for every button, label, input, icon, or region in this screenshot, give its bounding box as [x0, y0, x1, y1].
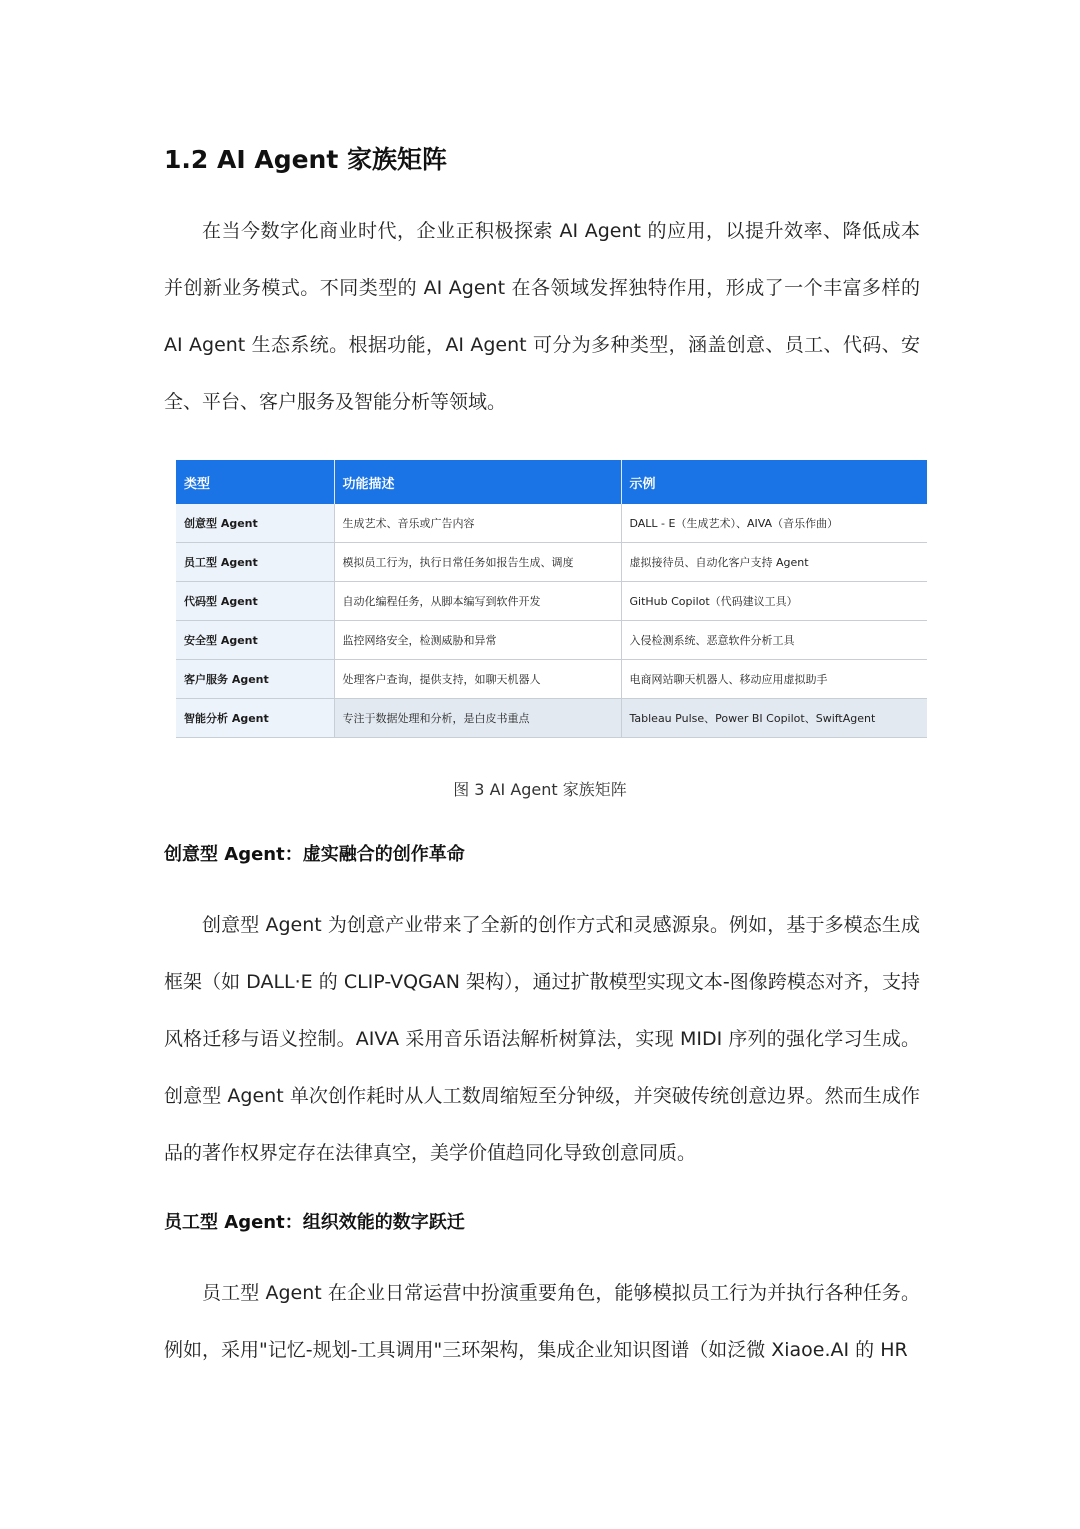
table-row: [176, 699, 927, 738]
column-header-type: 类型: [176, 460, 334, 504]
description-cell: 生成艺术、音乐或广告内容: [334, 504, 621, 543]
table-row: [176, 582, 927, 621]
column-header-description: 功能描述: [334, 460, 621, 504]
figure-caption: 图 3 AI Agent 家族矩阵: [453, 780, 627, 799]
employee-agent-heading: 员工型 Agent：组织效能的数字跃迁: [164, 1212, 465, 1233]
description-cell: 处理客户查询，提供支持，如聊天机器人: [334, 660, 621, 699]
description-cell: 自动化编程任务，从脚本编写到软件开发: [334, 582, 621, 621]
example-cell: 虚拟接待员、自动化客户支持 Agent: [621, 543, 927, 582]
table-row: [176, 621, 927, 660]
table-row: [176, 660, 927, 699]
column-header-example: 示例: [621, 460, 927, 504]
type-cell: 客户服务 Agent: [176, 660, 334, 699]
description-cell: 模拟员工行为，执行日常任务如报告生成、调度: [334, 543, 621, 582]
example-cell: 入侵检测系统、恶意软件分析工具: [621, 621, 927, 660]
type-cell: 智能分析 Agent: [176, 699, 334, 738]
section-title: 1.2 AI Agent 家族矩阵: [164, 145, 447, 174]
example-cell: GitHub Copilot（代码建议工具）: [621, 582, 927, 621]
type-cell: 员工型 Agent: [176, 543, 334, 582]
example-cell: Tableau Pulse、Power BI Copilot、SwiftAgent: [621, 699, 927, 738]
table-header-row: [176, 460, 927, 504]
creative-agent-heading: 创意型 Agent：虚实融合的创作革命: [164, 844, 465, 865]
intro-paragraph: 在当今数字化商业时代，企业正积极探索 AI Agent 的应用，以提升效率、降低成本并创新业务模式。不同类型的 AI Agent 在各领域发挥独特作用，形成了一个丰富多样的 AI Agent 生态系统。根据功能，AI Agent 可分为多种类型，涵盖创意、员工、代码、安全、平台、客户服务及智能分析等领域。: [164, 220, 920, 413]
type-cell: 代码型 Agent: [176, 582, 334, 621]
type-cell: 创意型 Agent: [176, 504, 334, 543]
description-cell: 专注于数据处理和分析，是白皮书重点: [334, 699, 621, 738]
example-cell: DALL - E（生成艺术）、AIVA（音乐作曲）: [621, 504, 927, 543]
creative-agent-paragraph: 创意型 Agent 为创意产业带来了全新的创作方式和灵感源泉。例如，基于多模态生成框架（如 DALL·E 的 CLIP-VQGAN 架构），通过扩散模型实现文本-图像跨模态对齐，支持风格迁移与语义控制。AIVA 采用音乐语法解析树算法，实现 MIDI 序列的强化学习生成。创意型 Agent 单次创作耗时从人工数周缩短至分钟级，并突破传统创意边界。然而生成作品的著作权界定存在法律真空，美学价值趋同化导致创意同质。: [164, 914, 920, 1164]
type-cell: 安全型 Agent: [176, 621, 334, 660]
agent-family-matrix-table: [176, 460, 927, 738]
table-row: [176, 543, 927, 582]
example-cell: 电商网站聊天机器人、移动应用虚拟助手: [621, 660, 927, 699]
table-row: [176, 504, 927, 543]
description-cell: 监控网络安全，检测威胁和异常: [334, 621, 621, 660]
employee-agent-paragraph: 员工型 Agent 在企业日常运营中扮演重要角色，能够模拟员工行为并执行各种任务。例如，采用"记忆-规划-工具调用"三环架构，集成企业知识图谱（如泛微 Xiaoe.AI 的 HR: [164, 1282, 920, 1361]
